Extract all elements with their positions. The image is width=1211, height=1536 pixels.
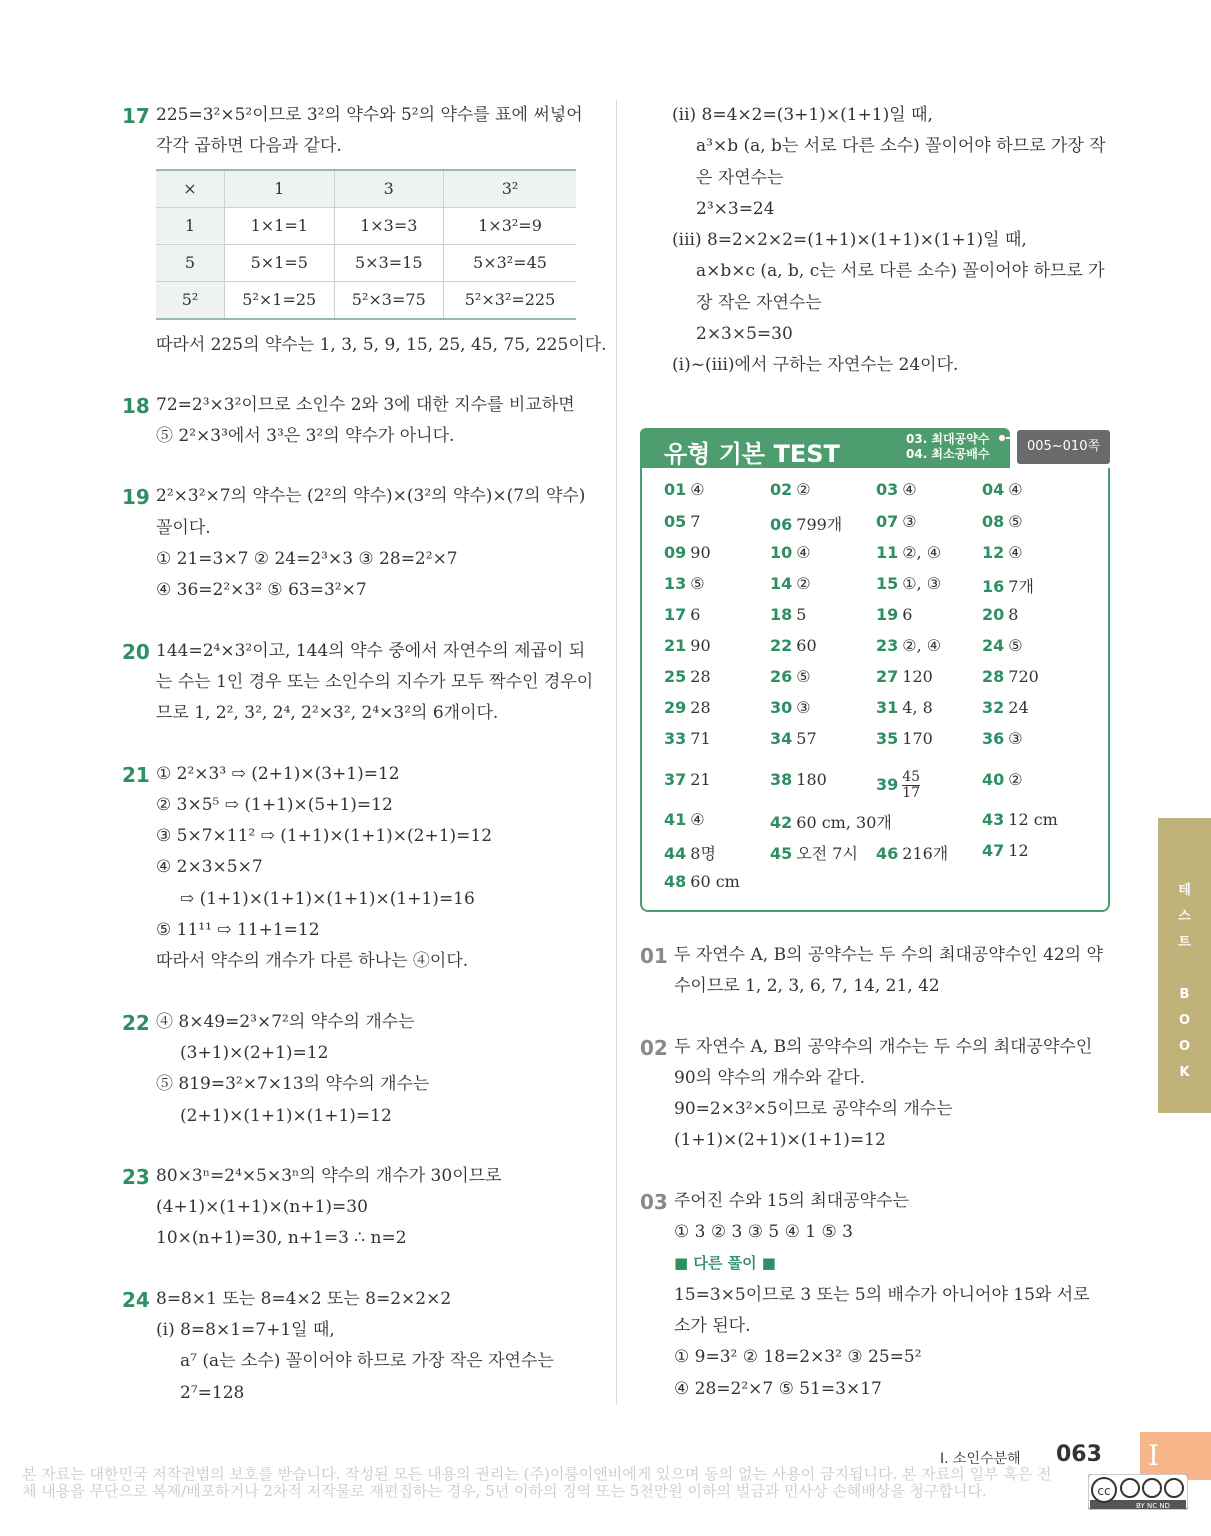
answer-number: 28	[982, 667, 1005, 686]
answer-number: 45	[770, 844, 793, 863]
text-line: 두 자연수 A, B의 공약수의 개수는 두 수의 최대공약수인	[674, 1036, 1093, 1057]
table-cell: 3	[334, 170, 444, 208]
answer-item	[982, 636, 1023, 655]
answer-item	[664, 605, 700, 624]
answer-number: 08	[982, 512, 1005, 531]
problem-number: 20	[122, 639, 150, 664]
text-line: (i)~(iii)에서 구하는 자연수는 24이다.	[672, 355, 959, 376]
table-cell: 5	[156, 244, 225, 281]
chapter-tab: I	[1140, 1432, 1211, 1480]
table-cell: 5×3=15	[334, 244, 444, 281]
answer-number: 39	[876, 775, 899, 794]
answer-value: ③	[796, 698, 811, 717]
answer-number: 31	[876, 698, 899, 717]
answer-number: 17	[664, 605, 687, 624]
problem-23	[122, 1161, 602, 1255]
left-column	[122, 100, 607, 1438]
answer-number: 41	[664, 810, 687, 829]
chapter-label: Ⅰ. 소인수분해	[940, 1451, 1021, 1467]
text-line: 15=3×5이므로 3 또는 5의 배수가 아니어야 15와 서로	[674, 1284, 1090, 1305]
answer-value: 60 cm	[690, 872, 740, 891]
text-line: 10×(n+1)=30, n+1=3 ∴ n=2	[156, 1228, 407, 1249]
problem-number: 02	[640, 1035, 668, 1060]
answer-value: 12 cm	[1008, 810, 1058, 829]
divisor-table	[156, 169, 576, 320]
problem-number: 23	[122, 1164, 150, 1189]
text-line: (2+1)×(1+1)×(1+1)=12	[180, 1105, 392, 1126]
text-line: 80×3ⁿ=2⁴×5×3ⁿ의 약수의 개수가 30이므로	[156, 1165, 502, 1186]
side-tab	[1158, 818, 1211, 1113]
license-label: BY NC ND	[1136, 1502, 1170, 1510]
answer-number: 21	[664, 636, 687, 655]
answer-item	[982, 841, 1029, 860]
side-tab-char: O	[1178, 1013, 1191, 1028]
text-line: 90의 약수의 개수와 같다.	[674, 1067, 866, 1088]
answer-number: 33	[664, 729, 687, 748]
answer-number: 36	[982, 729, 1005, 748]
answer-number: 11	[876, 543, 899, 562]
answer-item	[982, 667, 1039, 686]
creative-commons-badge	[1088, 1474, 1188, 1510]
subtitle-line: 03. 최대공약수	[906, 432, 990, 446]
text-line: ① 3 ② 3 ③ 5 ④ 1 ⑤ 3	[674, 1222, 853, 1243]
text-line: ④ 28=2²×7 ⑤ 51=3×17	[674, 1378, 882, 1399]
answer-value: ②, ④	[902, 636, 942, 655]
answer-number: 12	[982, 543, 1005, 562]
fraction-denominator: 17	[902, 785, 921, 801]
answer-item	[664, 574, 705, 593]
problem-number: 01	[640, 944, 668, 968]
answer-number: 40	[982, 770, 1005, 789]
text-line: 225=3²×5²이므로 3²의 약수와 5²의 약수를 표에 써넣어	[156, 105, 583, 125]
problem-22	[122, 1007, 602, 1132]
alternative-solution-label: ■ 다른 풀이 ■	[674, 1254, 776, 1273]
table-cell: 3²	[444, 170, 576, 208]
answer-item	[664, 729, 711, 748]
answer-value: 8명	[690, 844, 716, 863]
problem-number: 19	[122, 485, 150, 510]
answer-item	[664, 543, 711, 562]
text-line: a×b×c (a, b, c는 서로 다른 소수) 꼴이어야 하므로 가	[696, 261, 1105, 282]
answer-number: 47	[982, 841, 1005, 860]
answer-item	[876, 512, 917, 531]
answer-number: 32	[982, 698, 1005, 717]
answer-item	[664, 698, 711, 717]
text-line: 므로 1, 2², 3², 2⁴, 2²×3², 2⁴×3²의 6개이다.	[156, 703, 499, 724]
text-line: (1+1)×(2+1)×(1+1)=12	[674, 1130, 886, 1151]
text-line: 각각 곱하면 다음과 같다.	[156, 136, 342, 157]
answer-value: ②	[1008, 770, 1023, 789]
text-line: ③ 5×7×11² ⇨ (1+1)×(1+1)×(2+1)=12	[156, 826, 493, 847]
table-cell: 5²×3²=225	[444, 281, 576, 319]
answer-value: 5	[796, 605, 807, 624]
answer-number: 20	[982, 605, 1005, 624]
side-tab-char: K	[1179, 1065, 1190, 1080]
text-line: (iii) 8=2×2×2=(1+1)×(1+1)×(1+1)일 때,	[672, 230, 1027, 251]
answer-value: ④	[796, 543, 811, 562]
text-line: 꼴이다.	[156, 517, 211, 538]
answer-number: 37	[664, 770, 687, 789]
answer-item	[982, 574, 1034, 597]
answer-item	[664, 770, 711, 789]
text-line: 90=2×3²×5이므로 공약수의 개수는	[674, 1099, 953, 1120]
answer-number: 22	[770, 636, 793, 655]
column-divider	[616, 100, 617, 1405]
text-line: ④ 2×3×5×7	[156, 857, 263, 878]
text-line: ④ 36=2²×3² ⑤ 63=3²×7	[156, 580, 367, 601]
answer-item	[770, 841, 858, 864]
answer-value: 28	[690, 698, 711, 717]
right-column	[640, 100, 1112, 382]
text-line: 144=2⁴×3²이고, 144의 약수 중에서 자연수의 제곱이 되	[156, 640, 586, 661]
answer-number: 05	[664, 512, 687, 531]
answer-number: 26	[770, 667, 793, 686]
answer-number: 01	[664, 480, 687, 499]
text-line: 은 자연수는	[696, 167, 784, 188]
answer-number: 38	[770, 770, 793, 789]
answer-value: 6	[690, 605, 701, 624]
answer-value: 90	[690, 636, 711, 655]
side-tab-char	[1158, 956, 1211, 982]
answer-number: 15	[876, 574, 899, 593]
answer-number: 44	[664, 844, 687, 863]
text-line: 두 자연수 A, B의 공약수는 두 수의 최대공약수인 42의 약	[674, 945, 1103, 965]
answer-item	[770, 512, 842, 535]
answer-value: ④	[1008, 543, 1023, 562]
answer-value: 8	[1008, 605, 1019, 624]
answer-value: ⑤	[796, 667, 811, 686]
text-line: ② 3×5⁵ ⇨ (1+1)×(5+1)=12	[156, 794, 393, 815]
answer-item	[770, 729, 817, 748]
side-tab-label	[1158, 878, 1211, 1086]
table-cell: 5²×1=25	[225, 281, 335, 319]
answer-number: 04	[982, 480, 1005, 499]
table-cell: 1	[156, 207, 225, 244]
answer-value: ①, ③	[902, 574, 942, 593]
solution-02	[640, 1032, 1112, 1157]
page-range-badge: 005~010쪽	[1017, 430, 1110, 464]
subtitle-line: 04. 최소공배수	[906, 447, 990, 461]
text-line: ⑤ 819=3²×7×13의 약수의 개수는	[156, 1074, 430, 1095]
problem-19	[122, 481, 602, 606]
answer-value: 21	[690, 770, 711, 789]
problem-20	[122, 636, 602, 730]
answer-value: ②, ④	[902, 543, 942, 562]
table-cell: ×	[156, 170, 225, 208]
table-cell: 5²	[156, 281, 225, 319]
text-line: ① 21=3×7 ② 24=2³×3 ③ 28=2²×7	[156, 549, 458, 570]
text-line: 8=8×1 또는 8=4×2 또는 8=2×2×2	[156, 1288, 452, 1309]
table-cell: 1×3²=9	[444, 207, 576, 244]
answer-item	[770, 605, 806, 624]
answer-number: 35	[876, 729, 899, 748]
answer-number: 19	[876, 605, 899, 624]
answer-value: 7	[690, 512, 701, 531]
answer-item	[876, 729, 933, 748]
side-tab-char: 트	[1178, 935, 1191, 950]
answer-item	[982, 770, 1023, 789]
fraction-numerator: 45	[902, 769, 921, 785]
text-line: 2×3×5=30	[696, 324, 793, 345]
answer-value: 24	[1008, 698, 1029, 717]
side-tab-char: O	[1178, 1039, 1191, 1054]
text-line: 2⁷=128	[180, 1382, 245, 1403]
answer-value: ②	[796, 480, 811, 499]
answer-value: 6	[902, 605, 913, 624]
answer-value: 720	[1008, 667, 1039, 686]
answer-number: 29	[664, 698, 687, 717]
side-tab-char: 테	[1178, 883, 1191, 898]
answer-item	[876, 480, 917, 499]
text-line: 72=2³×3²이므로 소인수 2와 3에 대한 지수를 비교하면	[156, 394, 575, 415]
answer-number: 16	[982, 577, 1005, 596]
answer-item	[876, 543, 941, 562]
answer-item	[876, 770, 920, 801]
answer-number: 03	[876, 480, 899, 499]
text-line: 소가 된다.	[674, 1315, 751, 1336]
answer-number: 43	[982, 810, 1005, 829]
answer-item	[876, 574, 941, 593]
answer-item	[876, 667, 933, 686]
answer-value: ④	[690, 480, 705, 499]
answer-item	[770, 636, 817, 655]
answer-box-header	[640, 428, 1010, 468]
answer-item	[664, 872, 740, 891]
text-line: ① 2²×3³ ⇨ (2+1)×(3+1)=12	[156, 763, 400, 784]
answer-box	[640, 428, 1110, 912]
solution-03	[640, 1186, 1112, 1405]
answer-value: 60 cm, 30개	[796, 813, 892, 832]
answer-value: 180	[796, 770, 827, 789]
text-line: 따라서 약수의 개수가 다른 하나는 ④이다.	[156, 951, 469, 972]
answer-number: 30	[770, 698, 793, 717]
text-line: ④ 8×49=2³×7²의 약수의 개수는	[156, 1011, 415, 1032]
text-line: a⁷ (a는 소수) 꼴이어야 하므로 가장 작은 자연수는	[180, 1351, 554, 1372]
answer-number: 06	[770, 515, 793, 534]
text-line: (ii) 8=4×2=(3+1)×(1+1)일 때,	[672, 105, 933, 125]
answer-grid	[640, 468, 1110, 912]
text-line: ⑤ 11¹¹ ⇨ 11+1=12	[156, 920, 320, 941]
answer-item	[664, 841, 716, 864]
answer-item	[982, 480, 1023, 499]
answer-item	[982, 543, 1023, 562]
answer-number: 34	[770, 729, 793, 748]
answer-value: 216개	[902, 844, 949, 863]
table-cell: 5×1=5	[225, 244, 335, 281]
problem-24-continued	[640, 100, 1112, 382]
answer-number: 48	[664, 872, 687, 891]
answer-item	[982, 512, 1023, 531]
answer-number: 09	[664, 543, 687, 562]
text-line: (3+1)×(2+1)=12	[180, 1042, 329, 1063]
answer-value: 90	[690, 543, 711, 562]
answer-item	[770, 574, 811, 593]
answer-value: 7개	[1008, 577, 1034, 596]
fraction	[902, 770, 920, 801]
answer-item	[664, 480, 705, 499]
text-line: 2³×3=24	[696, 198, 775, 219]
answer-item	[770, 543, 811, 562]
text-line: ⇨ (1+1)×(1+1)×(1+1)×(1+1)=16	[180, 888, 475, 909]
answer-value: 71	[690, 729, 711, 748]
answer-item	[664, 810, 705, 829]
answer-number: 18	[770, 605, 793, 624]
answer-item	[770, 810, 892, 833]
answer-item	[770, 770, 827, 789]
text-line: 장 작은 자연수는	[696, 292, 822, 313]
answer-value: 170	[902, 729, 933, 748]
answer-value: ④	[1008, 480, 1023, 499]
answer-value: 12	[1008, 841, 1029, 860]
text-line: 주어진 수와 15의 최대공약수는	[674, 1190, 909, 1211]
answer-number: 42	[770, 813, 793, 832]
table-cell: 5²×3=75	[334, 281, 444, 319]
answer-value: 60	[796, 636, 817, 655]
answer-value: ⑤	[1008, 512, 1023, 531]
problem-number: 17	[122, 104, 150, 128]
answer-box-title: 유형 기본 TEST	[664, 440, 840, 468]
answer-number: 46	[876, 844, 899, 863]
answer-number: 27	[876, 667, 899, 686]
answer-value: ②	[796, 574, 811, 593]
answer-item	[770, 698, 811, 717]
problem-number: 03	[640, 1189, 668, 1214]
text-line: a³×b (a, b는 서로 다른 소수) 꼴이어야 하므로 가장 작	[696, 136, 1106, 157]
answer-item	[982, 729, 1023, 748]
svg-text:cc: cc	[1097, 1484, 1111, 1498]
answer-item	[876, 841, 948, 864]
answer-value: ④	[902, 480, 917, 499]
answer-number: 14	[770, 574, 793, 593]
right-lower	[640, 940, 1112, 1434]
answer-number: 13	[664, 574, 687, 593]
text-line: 따라서 225의 약수는 1, 3, 5, 9, 15, 25, 45, 75, 225이다.	[156, 334, 607, 355]
answer-value: ⑤	[1008, 636, 1023, 655]
solution-01	[640, 940, 1112, 1003]
answer-item	[770, 480, 811, 499]
text-line: (i) 8=8×1=7+1일 때,	[156, 1320, 335, 1341]
answer-number: 23	[876, 636, 899, 655]
answer-value: ⑤	[690, 574, 705, 593]
answer-box-subtitle	[906, 432, 989, 462]
problem-number: 24	[122, 1287, 150, 1312]
answer-number: 10	[770, 543, 793, 562]
answer-value: 120	[902, 667, 933, 686]
answer-item	[664, 667, 711, 686]
text-line: ① 9=3² ② 18=2×3² ③ 25=5²	[674, 1347, 922, 1368]
answer-item	[876, 605, 912, 624]
problem-number: 22	[122, 1010, 150, 1035]
answer-item	[876, 698, 933, 717]
answer-value: 4, 8	[902, 698, 933, 717]
answer-value: 799개	[796, 515, 843, 534]
answer-value: ④	[690, 810, 705, 829]
answer-item	[982, 810, 1058, 829]
text-line: 는 수는 1인 경우 또는 소인수의 지수가 모두 짝수인 경우이	[156, 671, 594, 692]
answer-item	[770, 667, 811, 686]
problem-24	[122, 1284, 602, 1409]
answer-item	[664, 636, 711, 655]
answer-value: ③	[902, 512, 917, 531]
copyright-notice: 본 자료는 대한민국 저작권법의 보호를 받습니다. 작성된 모든 내용의 권리는 (주)이룸이앤비에게 있으며 동의 없는 사용이 금지됩니다. 본 자료의 일부 혹은 전체 내용을 무단으로 복제/배포하거나 2차적 저작물로 재편집하는 경우, 5년 이하의 징역 또는 5천만원 이하의 벌금과 민사상 손해배상을 청구합니다.	[22, 1465, 1052, 1500]
answer-number: 24	[982, 636, 1005, 655]
problem-18	[122, 390, 602, 453]
problem-17	[122, 100, 607, 361]
problem-21	[122, 759, 602, 978]
problem-number: 21	[122, 762, 150, 787]
table-cell: 1	[225, 170, 335, 208]
answer-value: ③	[1008, 729, 1023, 748]
problem-number: 18	[122, 393, 150, 418]
page-number: 063	[1056, 1442, 1102, 1467]
answer-value: 28	[690, 667, 711, 686]
table-cell: 1×1=1	[225, 207, 335, 244]
answer-value: 오전 7시	[796, 844, 858, 863]
answer-number: 25	[664, 667, 687, 686]
side-tab-char: 스	[1178, 909, 1191, 924]
text-line: 2²×3²×7의 약수는 (2²의 약수)×(3²의 약수)×(7의 약수)	[156, 486, 586, 507]
answer-number: 02	[770, 480, 793, 499]
text-line: (4+1)×(1+1)×(n+1)=30	[156, 1197, 368, 1218]
table-cell: 5×3²=45	[444, 244, 576, 281]
answer-value: 57	[796, 729, 817, 748]
answer-item	[982, 605, 1018, 624]
text-line: 수이므로 1, 2, 3, 6, 7, 14, 21, 42	[674, 976, 940, 997]
text-line: ⑤ 2²×3³에서 3³은 3²의 약수가 아니다.	[156, 426, 455, 447]
answer-number: 07	[876, 512, 899, 531]
table-cell: 1×3=3	[334, 207, 444, 244]
answer-item	[876, 636, 941, 655]
side-tab-char: B	[1179, 987, 1190, 1002]
answer-item	[982, 698, 1029, 717]
answer-item	[664, 512, 700, 531]
